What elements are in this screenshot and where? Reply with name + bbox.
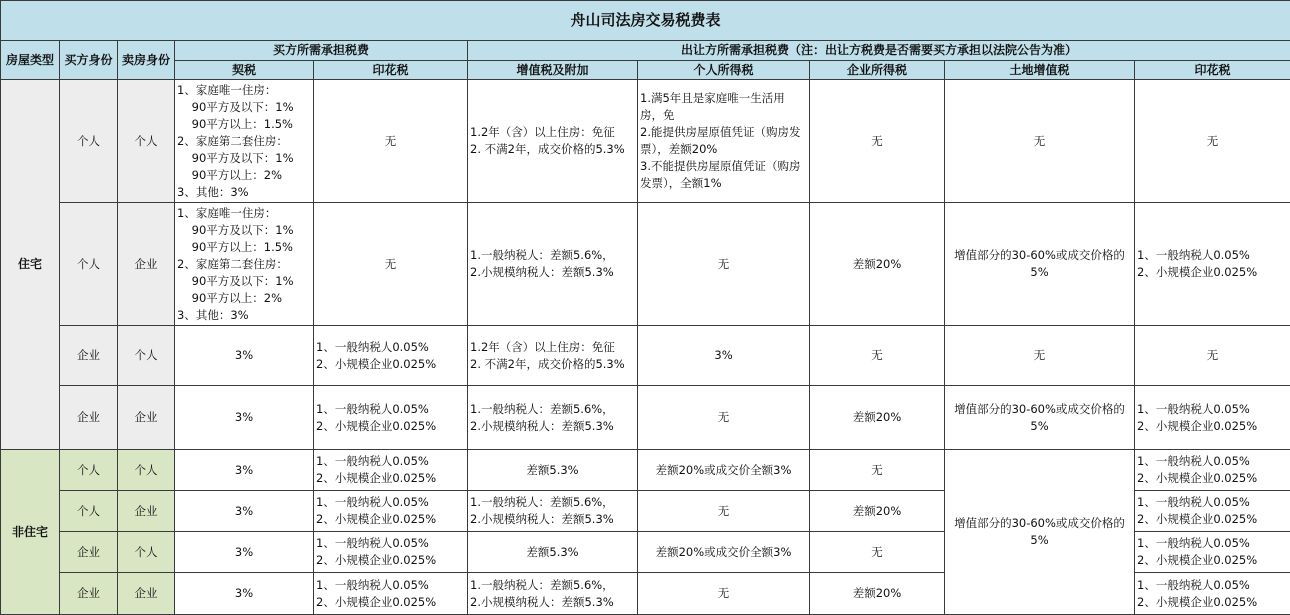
stamp-tax-cell [314, 532, 468, 573]
vat-cell [468, 326, 638, 386]
seller-stamp-tax-cell-line: 2、小规模企业0.025% [1137, 418, 1258, 433]
personal-income-tax-cell-line: 2.能提供房屋原值凭证（购房发票），差额20% [640, 125, 801, 156]
vat-cell-line: 2. 不满2年，成交价格的5.3% [470, 356, 625, 371]
col-group-buyer-taxes: 买方所需承担税费 [175, 41, 468, 61]
seller-stamp-tax-cell [1135, 450, 1290, 491]
deed-tax-cell-line: 90平方及以下：1% [177, 99, 294, 114]
vat-cell [468, 203, 638, 326]
table-row [1, 80, 1290, 203]
vat-cell [468, 80, 638, 203]
land-vat-cell [945, 386, 1135, 450]
vat-cell-line: 差额5.3% [526, 544, 579, 559]
personal-income-tax-cell-line: 3% [714, 348, 733, 362]
deed-tax-cell-line: 90平方及以下：1% [177, 222, 294, 237]
stamp-tax-cell [314, 80, 468, 203]
table-row [1, 450, 1290, 491]
seller-identity-cell: 个人 [118, 532, 175, 573]
vat-cell-line: 2.小规模纳税人：差额5.3% [470, 594, 614, 609]
seller-stamp-tax-cell-line: 1、一般纳税人0.05% [1137, 495, 1250, 509]
vat-cell-line: 2. 不满2年，成交价格的5.3% [470, 142, 625, 156]
buyer-identity-cell: 个人 [60, 203, 118, 326]
seller-stamp-tax-cell-line: 1、一般纳税人0.05% [1137, 248, 1250, 262]
col-header-property-type: 房屋类型 [1, 41, 60, 80]
seller-stamp-tax-cell-line: 2、小规模企业0.025% [1137, 594, 1258, 609]
buyer-identity-cell: 个人 [60, 491, 118, 532]
seller-identity-cell: 企业 [118, 573, 175, 615]
corporate-income-tax-cell [810, 573, 945, 615]
deed-tax-cell-line: 3% [234, 410, 254, 424]
vat-cell-line: 1.一般纳税人：差额5.6%， [470, 577, 614, 592]
buyer-identity-cell: 企业 [60, 573, 118, 615]
stamp-tax-cell-line: 1、一般纳税人0.05% [316, 495, 429, 509]
seller-stamp-tax-cell-line: 1、一般纳税人0.05% [1137, 454, 1250, 468]
land-vat-cell-line: 无 [1033, 348, 1046, 362]
vat-cell [468, 450, 638, 491]
col-header-seller-stamp-tax: 印花税 [1135, 61, 1290, 80]
col-header-seller-identity: 卖房身份 [118, 41, 175, 80]
buyer-identity-cell: 企业 [60, 532, 118, 573]
land-vat-cell-line: 增值部分的30-60%或成交价格的5% [954, 248, 1125, 279]
corporate-income-tax-cell [810, 80, 945, 203]
stamp-tax-cell-line: 1、一般纳税人0.05% [316, 536, 429, 550]
col-header-deed-tax: 契税 [175, 61, 314, 80]
seller-stamp-tax-cell [1135, 532, 1290, 573]
seller-stamp-tax-cell-line: 1、一般纳税人0.05% [1137, 577, 1250, 592]
corporate-income-tax-cell [810, 386, 945, 450]
seller-stamp-tax-cell-line: 1、一般纳税人0.05% [1137, 536, 1250, 550]
land-vat-cell-line: 无 [1033, 133, 1046, 148]
buyer-identity-cell: 个人 [60, 80, 118, 203]
personal-income-tax-cell [638, 450, 810, 491]
land-vat-cell-merged: 增值部分的30-60%或成交价格的5% [945, 450, 1135, 615]
vat-cell [468, 386, 638, 450]
stamp-tax-cell-line: 2、小规模企业0.025% [316, 471, 437, 485]
corporate-income-tax-cell-line: 差额20% [852, 256, 902, 271]
seller-stamp-tax-cell [1135, 386, 1290, 450]
deed-tax-cell [175, 80, 314, 203]
stamp-tax-cell-line: 无 [384, 256, 397, 271]
personal-income-tax-cell-line: 无 [717, 586, 730, 600]
corporate-income-tax-cell-line: 无 [871, 544, 883, 559]
land-vat-cell [945, 326, 1135, 386]
deed-tax-cell-line: 3% [234, 503, 254, 518]
deed-tax-cell-line: 90平方以上：2% [177, 290, 282, 305]
stamp-tax-cell-line: 2、小规模企业0.025% [316, 418, 437, 433]
col-header-corporate-income-tax: 企业所得税 [810, 61, 945, 80]
personal-income-tax-cell [638, 573, 810, 615]
deed-tax-cell [175, 491, 314, 532]
corporate-income-tax-cell-line: 无 [871, 348, 883, 362]
stamp-tax-cell-line: 2、小规模企业0.025% [316, 553, 437, 567]
deed-tax-cell [175, 386, 314, 450]
deed-tax-cell-line: 90平方以上：2% [177, 167, 282, 182]
corporate-income-tax-cell [810, 491, 945, 532]
deed-tax-cell [175, 532, 314, 573]
stamp-tax-cell-line: 2、小规模企业0.025% [316, 512, 437, 526]
corporate-income-tax-cell [810, 532, 945, 573]
seller-stamp-tax-cell-line: 无 [1206, 348, 1219, 362]
corporate-income-tax-cell [810, 326, 945, 386]
vat-cell [468, 573, 638, 615]
deed-tax-cell-line: 2、家庭第二套住房： [177, 133, 288, 148]
deed-tax-cell-line: 1、家庭唯一住房： [177, 205, 277, 220]
personal-income-tax-cell-line: 3.不能提供房屋原值凭证（购房发票），全额1% [640, 159, 801, 190]
vat-cell-line: 1.一般纳税人：差额5.6%， [470, 495, 614, 509]
corporate-income-tax-cell [810, 450, 945, 491]
seller-stamp-tax-cell [1135, 573, 1290, 615]
corporate-income-tax-cell-line: 无 [871, 462, 883, 477]
seller-stamp-tax-cell-line: 2、小规模企业0.025% [1137, 471, 1258, 485]
deed-tax-cell-line: 1、家庭唯一住房： [177, 82, 277, 97]
vat-cell [468, 532, 638, 573]
seller-stamp-tax-cell-line: 2、小规模企业0.025% [1137, 265, 1258, 279]
seller-identity-cell: 企业 [118, 203, 175, 326]
corporate-income-tax-cell-line: 差额20% [852, 410, 902, 424]
deed-tax-cell [175, 573, 314, 615]
land-vat-cell [945, 80, 1135, 203]
corporate-income-tax-cell [810, 203, 945, 326]
personal-income-tax-cell-line: 差额20%或成交价全额3% [655, 544, 792, 559]
vat-cell-line: 2.小规模纳税人：差额5.3% [470, 512, 614, 526]
personal-income-tax-cell-line: 差额20%或成交价全额3% [655, 462, 792, 477]
table-row [1, 203, 1290, 326]
col-header-buyer-identity: 买方身份 [60, 41, 118, 80]
vat-cell-line: 1.2年（含）以上住房：免征 [470, 339, 615, 354]
seller-stamp-tax-cell-line: 2、小规模企业0.025% [1137, 512, 1258, 526]
deed-tax-cell-line: 3% [234, 544, 254, 559]
stamp-tax-cell-line: 1、一般纳税人0.05% [316, 577, 429, 592]
deed-tax-cell-line: 90平方及以下：1% [177, 273, 294, 288]
personal-income-tax-cell-line: 无 [717, 503, 730, 518]
personal-income-tax-cell [638, 80, 810, 203]
property-type-residential: 住宅 [1, 80, 60, 450]
personal-income-tax-cell-line: 无 [717, 410, 730, 424]
seller-identity-cell: 个人 [118, 80, 175, 203]
corporate-income-tax-cell-line: 无 [871, 133, 883, 148]
vat-cell [468, 491, 638, 532]
vat-cell-line: 1.一般纳税人：差额5.6%， [470, 248, 614, 262]
deed-tax-cell [175, 203, 314, 326]
stamp-tax-cell-line: 1、一般纳税人0.05% [316, 454, 429, 468]
deed-tax-cell-line: 3% [234, 462, 254, 477]
seller-stamp-tax-cell [1135, 80, 1290, 203]
stamp-tax-cell [314, 573, 468, 615]
vat-cell-line: 差额5.3% [526, 462, 579, 477]
stamp-tax-cell-line: 2、小规模企业0.025% [316, 356, 437, 371]
deed-tax-cell-line: 3% [234, 586, 254, 600]
table-row [1, 326, 1290, 386]
col-header-personal-income-tax: 个人所得税 [638, 61, 810, 80]
stamp-tax-cell-line: 1、一般纳税人0.05% [316, 401, 429, 416]
seller-stamp-tax-cell [1135, 491, 1290, 532]
corporate-income-tax-cell-line: 差额20% [852, 503, 902, 518]
col-header-stamp-tax: 印花税 [314, 61, 468, 80]
seller-stamp-tax-cell-line: 无 [1206, 133, 1219, 148]
seller-identity-cell: 个人 [118, 326, 175, 386]
personal-income-tax-cell-line: 无 [717, 256, 730, 271]
personal-income-tax-cell [638, 203, 810, 326]
seller-stamp-tax-cell [1135, 326, 1290, 386]
property-type-non-residential: 非住宅 [1, 450, 60, 615]
vat-cell-line: 1.一般纳税人：差额5.6%， [470, 401, 614, 416]
seller-stamp-tax-cell-line: 1、一般纳税人0.05% [1137, 401, 1250, 416]
stamp-tax-cell [314, 491, 468, 532]
deed-tax-cell-line: 3、其他：3% [177, 184, 249, 199]
corporate-income-tax-cell-line: 差额20% [852, 586, 902, 600]
vat-cell-line: 1.2年（含）以上住房：免征 [470, 125, 615, 139]
deed-tax-cell-line: 3、其他：3% [177, 307, 249, 322]
deed-tax-cell-line: 2、家庭第二套住房： [177, 256, 288, 271]
personal-income-tax-cell [638, 532, 810, 573]
stamp-tax-cell-line: 1、一般纳税人0.05% [316, 339, 429, 354]
deed-tax-cell [175, 326, 314, 386]
deed-tax-cell-line: 90平方以上：1.5% [177, 116, 293, 131]
seller-identity-cell: 企业 [118, 386, 175, 450]
personal-income-tax-cell [638, 491, 810, 532]
vat-cell-line: 2.小规模纳税人：差额5.3% [470, 418, 614, 433]
stamp-tax-cell [314, 386, 468, 450]
vat-cell-line: 2.小规模纳税人：差额5.3% [470, 265, 614, 279]
buyer-identity-cell: 企业 [60, 326, 118, 386]
stamp-tax-cell [314, 203, 468, 326]
seller-identity-cell: 个人 [118, 450, 175, 491]
stamp-tax-cell [314, 326, 468, 386]
personal-income-tax-cell [638, 386, 810, 450]
stamp-tax-cell-line: 2、小规模企业0.025% [316, 594, 437, 609]
deed-tax-cell-line: 90平方及以下：1% [177, 150, 294, 165]
col-header-land-vat: 土地增值税 [945, 61, 1135, 80]
land-vat-cell [945, 203, 1135, 326]
stamp-tax-cell [314, 450, 468, 491]
personal-income-tax-cell [638, 326, 810, 386]
seller-identity-cell: 企业 [118, 491, 175, 532]
seller-stamp-tax-cell-line: 2、小规模企业0.025% [1137, 553, 1258, 567]
buyer-identity-cell: 个人 [60, 450, 118, 491]
table-row [1, 386, 1290, 450]
buyer-identity-cell: 企业 [60, 386, 118, 450]
col-group-seller-taxes: 出让方所需承担税费（注：出让方税费是否需要买方承担以法院公告为准） [468, 41, 1290, 61]
land-vat-cell-line: 增值部分的30-60%或成交价格的5% [954, 401, 1125, 433]
personal-income-tax-cell-line: 1.满5年且是家庭唯一生活用房，免 [640, 91, 785, 122]
stamp-tax-cell-line: 无 [384, 133, 397, 148]
page-title: 舟山司法房交易税费表 [1, 1, 1290, 41]
deed-tax-cell-line: 3% [234, 348, 254, 362]
deed-tax-cell-line: 90平方以上：1.5% [177, 239, 293, 254]
seller-stamp-tax-cell [1135, 203, 1290, 326]
col-header-vat: 增值税及附加 [468, 61, 638, 80]
deed-tax-cell [175, 450, 314, 491]
